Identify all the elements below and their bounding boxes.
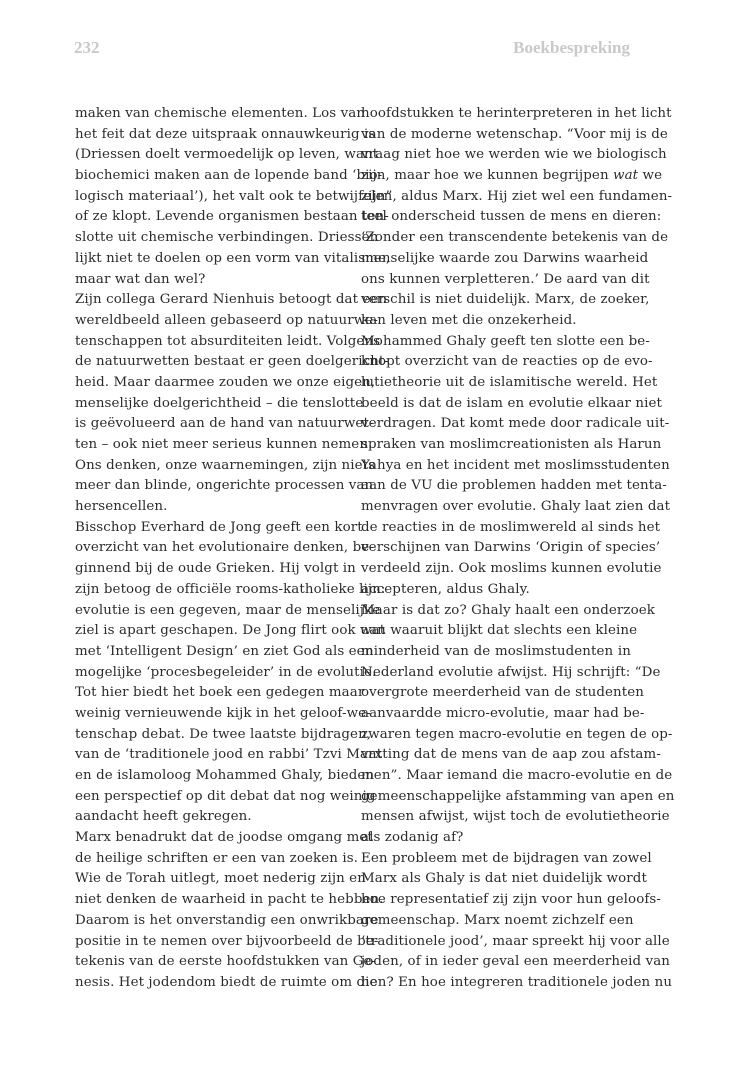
- text-line: verdragen. Dat komt mede door radicale uit-: [361, 416, 670, 432]
- text-line: menselijke waarde zou Darwins waarheid: [361, 250, 649, 266]
- text-line: verdeeld zijn. Ook moslims kunnen evolutie: [361, 561, 662, 577]
- section-title: Boekbespreking: [513, 38, 630, 57]
- text-line: ten – ook niet meer serieus kunnen nemen.: [75, 437, 373, 452]
- text-line: vatting dat de mens van de aap zou afstam-: [361, 747, 661, 763]
- emphasized-word: wat: [613, 168, 639, 184]
- text-line: zwaren tegen macro-evolutie en tegen de op-: [361, 726, 673, 742]
- text-line: heid. Maar daarmee zouden we onze eigen,: [75, 374, 376, 390]
- text-line: de natuurwetten bestaat er geen doelgericht-: [75, 354, 390, 370]
- text-line: [361, 166, 663, 187]
- left-text-column: [75, 104, 393, 994]
- text-line: als zodanig af?: [361, 830, 464, 846]
- text-line: evolutie is een gegeven, maar de menselijke: [75, 602, 381, 618]
- text-line: zijn”, aldus Marx. Hij ziet wel een fundamen-: [361, 188, 673, 204]
- text-line: tenschappen tot absurditeiten leidt. Volgens: [75, 333, 381, 349]
- text-line: ziel is apart geschapen. De Jong flirt ook wat: [75, 623, 386, 639]
- text-line: van de moderne wetenschap. “Voor mij is de: [361, 126, 668, 142]
- running-header: [74, 38, 630, 62]
- text-line: knopt overzicht van de reacties op de evo-: [361, 354, 653, 370]
- text-line: verschijnen van Darwins ‘Origin of species’: [361, 540, 661, 556]
- text-line: niet denken de waarheid in pacht te hebben.: [75, 892, 384, 908]
- text-line: Zijn collega Gerard Nienhuis betoogt dat een: [75, 292, 388, 308]
- text-line: verschil is niet duidelijk. Marx, de zoeker,: [361, 292, 650, 308]
- text-line: Marx als Ghaly is dat niet duidelijk wordt: [361, 871, 647, 887]
- text-line: logisch materiaal’), het valt ook te betwijfelen: [75, 188, 393, 204]
- text-line: teel onderscheid tussen de mens en dieren:: [361, 209, 662, 225]
- text-line: Een probleem met de bijdragen van zowel: [361, 850, 652, 866]
- text-segment: we: [638, 168, 663, 184]
- text-line: lijkt niet te doelen op een vorm van vitalisme,: [75, 250, 391, 266]
- page-number: 232: [74, 38, 100, 57]
- text-line: ‘traditionele jood’, maar spreekt hij voor alle: [361, 933, 670, 949]
- text-line: mensen afwijst, wijst toch de evolutietheorie: [361, 809, 670, 825]
- text-line: joden, of in ieder geval een meerderheid van: [361, 954, 671, 970]
- text-line: slotte uit chemische verbindingen. Driessen: [75, 230, 379, 246]
- text-line: aanvaardde micro-evolutie, maar had be-: [361, 705, 645, 721]
- text-line: menvragen over evolutie. Ghaly laat zien dat: [361, 499, 671, 515]
- text-line: zijn betoog de officiële rooms-katholieke lijn:: [75, 581, 386, 597]
- text-line: accepteren, aldus Ghaly.: [361, 581, 530, 597]
- text-line: is geëvolueerd aan de hand van natuurwet-: [75, 416, 374, 432]
- text-line: (Driessen doelt vermoedelijk op leven, want: [75, 147, 379, 163]
- text-line: spraken van moslimcreationisten als Harun: [361, 437, 662, 452]
- right-text-column: [361, 104, 675, 994]
- text-line: van de ‘traditionele jood en rabbi’ Tzvi Marx: [75, 747, 383, 763]
- text-line: hersencellen.: [75, 499, 168, 515]
- text-line: weinig vernieuwende kijk in het geloof-we-: [75, 705, 371, 721]
- text-line: hoofdstukken te herinterpreteren in het licht: [361, 106, 672, 121]
- text-line: hoe representatief zij zijn voor hun geloofs-: [361, 892, 662, 908]
- text-line: Yahya en het incident met moslimsstudenten: [361, 457, 670, 473]
- text-segment: zijn, maar hoe we kunnen begrijpen: [361, 168, 614, 184]
- text-line: Maar is dat zo? Ghaly haalt een onderzoek: [361, 602, 655, 618]
- text-line: Wie de Torah uitlegt, moet nederig zijn en: [75, 871, 366, 887]
- text-line: lutietheorie uit de islamitische wereld. Het: [361, 374, 658, 390]
- text-line: meer dan blinde, ongerichte processen van: [75, 478, 374, 494]
- text-line: Nederland evolutie afwijst. Hij schrijft: “De: [361, 664, 661, 680]
- text-line: gemeenschap. Marx noemt zichzelf een: [361, 912, 634, 928]
- text-line: ginnend bij de oude Grieken. Hij volgt in: [75, 561, 356, 577]
- text-line: een perspectief op dit debat dat nog weinig: [75, 788, 376, 804]
- text-line: positie in te nemen over bijvoorbeeld de be-: [75, 933, 379, 949]
- text-line: kan leven met die onzekerheid.: [361, 312, 577, 328]
- text-line: Mohammed Ghaly geeft ten slotte een be-: [361, 333, 650, 349]
- text-line: Bisschop Everhard de Jong geeft een kort: [75, 519, 363, 535]
- text-line: menselijke doelgerichtheid – die tenslotte: [75, 395, 364, 411]
- text-line: beeld is dat de islam en evolutie elkaar niet: [361, 395, 663, 411]
- text-line: het feit dat deze uitspraak onnauwkeurig is: [75, 126, 376, 142]
- text-line: Tot hier biedt het boek een gedegen maar: [75, 685, 365, 701]
- text-line: ‘Zonder een transcendente betekenis van de: [361, 230, 669, 246]
- text-line: Marx benadrukt dat de joodse omgang met: [75, 830, 373, 846]
- text-line: aandacht heeft gekregen.: [75, 809, 252, 825]
- text-line: gemeenschappelijke afstamming van apen en: [361, 788, 675, 804]
- text-line: met ‘Intelligent Design’ en ziet God als een: [75, 643, 374, 659]
- text-line: de heilige schriften er een van zoeken is.: [75, 850, 359, 866]
- text-line: nesis. Het jodendom biedt de ruimte om die: [75, 974, 378, 990]
- text-line: hen? En hoe integreren traditionele joden nu: [361, 974, 673, 990]
- text-line: biochemici maken aan de lopende band ‘bio-: [75, 168, 383, 184]
- text-line: overzicht van het evolutionaire denken, be-: [75, 540, 374, 556]
- text-line: Daarom is het onverstandig een onwrikbare: [75, 912, 379, 928]
- text-line: en de islamoloog Mohammed Ghaly, bieden: [75, 768, 375, 783]
- text-line: Ons denken, onze waarnemingen, zijn niets: [75, 457, 376, 473]
- text-line: aan de VU die problemen hadden met tenta-: [361, 478, 667, 494]
- text-line: maar wat dan wel?: [75, 271, 206, 287]
- text-line: aan waaruit blijkt dat slechts een kleine: [361, 623, 638, 639]
- text-line: tenschap debat. De twee laatste bijdragen,: [75, 726, 372, 742]
- text-line: de reacties in de moslimwereld al sinds het: [361, 519, 661, 535]
- text-line: of ze klopt. Levende organismen bestaan ten-: [75, 209, 389, 225]
- text-line: minderheid van de moslimstudenten in: [361, 643, 631, 659]
- text-line: overgrote meerderheid van de studenten: [361, 685, 644, 701]
- text-line: mogelijke ‘procesbegeleider’ in de evolutie.: [75, 664, 377, 680]
- text-line: ons kunnen verpletteren.’ De aard van dit: [361, 271, 650, 287]
- text-line: men”. Maar iemand die macro-evolutie en de: [361, 768, 673, 783]
- text-line: tekenis van de eerste hoofdstukken van Ge-: [75, 954, 377, 970]
- text-line: vraag niet hoe we werden wie we biologisch: [361, 147, 667, 163]
- text-line: maken van chemische elementen. Los van: [75, 106, 366, 121]
- text-line: wereldbeeld alleen gebaseerd op natuurwe-: [75, 312, 378, 328]
